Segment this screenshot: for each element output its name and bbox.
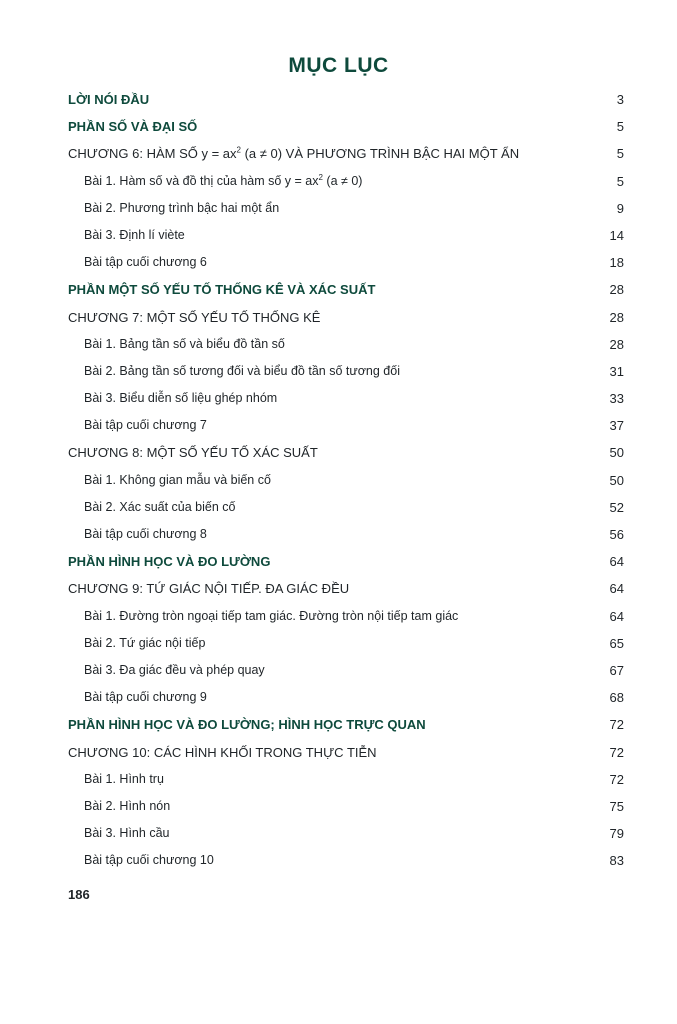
- toc-entry-page: 9: [616, 200, 624, 216]
- toc-entry-page: 50: [609, 445, 624, 461]
- toc-entry-page: 67: [609, 662, 624, 678]
- toc-part-entry[interactable]: [68, 548, 624, 575]
- toc-entry-page: 3: [616, 92, 624, 107]
- toc-entry-page: 5: [616, 119, 624, 135]
- toc-entry-label: CHƯƠNG 6: HÀM SỐ $y = ax^2$ (a ≠ 0) VÀ PHƯƠNG TRÌNH BẬC HAI MỘT ẨN: [68, 146, 520, 162]
- toc-lesson-entry[interactable]: [68, 847, 624, 874]
- toc-entry-page: 83: [609, 853, 624, 869]
- toc-entry-label: Bài tập cuối chương 7: [84, 418, 207, 433]
- toc-entry-label: Bài 1. Bảng tần số và biểu đồ tần số: [84, 336, 285, 351]
- toc-entry-label: Bài 3. Biểu diễn số liệu ghép nhóm: [84, 391, 278, 406]
- toc-entry-label: Bài 1. Hình trụ: [84, 771, 164, 786]
- toc-entry-label: PHẦN HÌNH HỌC VÀ ĐO LƯỜNG: [68, 554, 271, 570]
- toc-entry-label: PHẦN SỐ VÀ ĐẠI SỐ: [68, 119, 198, 135]
- toc-entry-page: 28: [609, 282, 624, 298]
- toc-entry-label: Bài tập cuối chương 6: [84, 255, 207, 270]
- toc-lesson-entry[interactable]: [68, 793, 624, 820]
- toc-entry-page: 50: [609, 472, 624, 488]
- toc-lesson-entry[interactable]: [68, 494, 624, 521]
- toc-entry-page: 72: [609, 717, 624, 733]
- toc-entry-page: 33: [609, 391, 624, 407]
- toc-lesson-entry[interactable]: [68, 222, 624, 249]
- toc-entry-label: Bài 3. Hình cầu: [84, 826, 170, 841]
- toc-entry-label: Bài tập cuối chương 10: [84, 853, 214, 868]
- toc-entry-label: CHƯƠNG 10: CÁC HÌNH KHỐI TRONG THỰC TIỄN: [68, 744, 377, 760]
- toc-entry-page: 5: [616, 173, 624, 189]
- toc-entry-page: 79: [609, 826, 624, 842]
- toc-part-entry[interactable]: [68, 113, 624, 140]
- toc-entry-label: CHƯƠNG 8: MỘT SỐ YẾU TỐ XÁC SUẤT: [68, 445, 318, 461]
- toc-lesson-entry[interactable]: [68, 331, 624, 358]
- toc-chapter-entry[interactable]: [68, 304, 624, 331]
- toc-part-entry[interactable]: [68, 276, 624, 303]
- toc-entry-page: 28: [609, 309, 624, 325]
- toc-entry-label: CHƯƠNG 7: MỘT SỐ YẾU TỐ THỐNG KÊ: [68, 309, 321, 325]
- toc-chapter-entry[interactable]: [68, 439, 624, 466]
- toc-entry-label: Bài 2. Phương trình bậc hai một ẩn: [84, 200, 280, 215]
- toc-entry-page: 72: [609, 771, 624, 787]
- table-of-contents: [68, 86, 624, 874]
- toc-entry-page: 31: [609, 363, 624, 379]
- toc-lesson-entry[interactable]: [68, 820, 624, 847]
- toc-chapter-entry[interactable]: [68, 739, 624, 766]
- toc-lesson-entry[interactable]: [68, 249, 624, 276]
- toc-lesson-entry[interactable]: [68, 766, 624, 793]
- toc-lesson-entry[interactable]: [68, 168, 624, 195]
- toc-lesson-entry[interactable]: [68, 195, 624, 222]
- toc-entry-label: Bài 1. Đường tròn ngoại tiếp tam giác. Đường tròn nội tiếp tam giác: [84, 608, 459, 623]
- toc-entry-label: Bài 1. Không gian mẫu và biến cố: [84, 472, 271, 487]
- toc-entry-label: Bài 2. Hình nón: [84, 798, 171, 813]
- toc-entry-page: 37: [609, 418, 624, 434]
- toc-lesson-entry[interactable]: [68, 358, 624, 385]
- toc-entry-label: Bài 1. Hàm số và đồ thị của hàm số $y = ax^2$ (a ≠ 0): [84, 172, 363, 188]
- toc-lesson-entry[interactable]: [68, 385, 624, 412]
- toc-entry-page: 64: [609, 608, 624, 624]
- toc-lesson-entry[interactable]: [68, 657, 624, 684]
- toc-entry-page: 28: [609, 336, 624, 352]
- toc-entry-page: 56: [609, 527, 624, 542]
- toc-entry-page: 14: [609, 227, 624, 243]
- toc-chapter-entry[interactable]: [68, 140, 624, 167]
- toc-entry-page: 18: [609, 255, 624, 271]
- toc-entry-page: 52: [609, 499, 624, 515]
- toc-entry-page: 5: [616, 146, 624, 162]
- toc-entry-label: Bài 2. Bảng tần số tương đối và biểu đồ tần số tương đối: [84, 363, 400, 378]
- toc-entry-label: Bài tập cuối chương 8: [84, 527, 207, 541]
- toc-entry-label: Bài 3. Định lí viète: [84, 227, 185, 242]
- toc-entry-page: 75: [609, 798, 624, 814]
- toc-entry-label: Bài 3. Đa giác đều và phép quay: [84, 662, 265, 677]
- toc-entry-label: CHƯƠNG 9: TỨ GIÁC NỘI TIẾP. ĐA GIÁC ĐỀU: [68, 581, 350, 597]
- page-number: 186: [68, 887, 90, 902]
- toc-entry-label: Bài tập cuối chương 9: [84, 690, 207, 705]
- toc-entry-page: 64: [609, 554, 624, 570]
- page-title: MỤC LỤC: [288, 54, 389, 77]
- toc-entry-label: Bài 2. Xác suất của biến cố: [84, 499, 236, 514]
- toc-lesson-entry[interactable]: [68, 521, 624, 548]
- toc-entry-label: Bài 2. Tứ giác nội tiếp: [84, 635, 206, 650]
- toc-lesson-entry[interactable]: [68, 467, 624, 494]
- toc-chapter-entry[interactable]: [68, 575, 624, 602]
- toc-entry-label: PHẦN MỘT SỐ YẾU TỐ THỐNG KÊ VÀ XÁC SUẤT: [68, 282, 376, 298]
- toc-lesson-entry[interactable]: [68, 630, 624, 657]
- toc-entry-label: LỜI NÓI ĐẦU: [68, 92, 150, 107]
- toc-lesson-entry[interactable]: [68, 684, 624, 711]
- toc-entry-preface[interactable]: [68, 86, 624, 113]
- toc-entry-page: 65: [609, 635, 624, 651]
- toc-entry-label: PHẦN HÌNH HỌC VÀ ĐO LƯỜNG; HÌNH HỌC TRỰC QUAN: [68, 717, 426, 733]
- toc-part-entry[interactable]: [68, 711, 624, 738]
- toc-entry-page: 68: [609, 690, 624, 706]
- toc-lesson-entry[interactable]: [68, 603, 624, 630]
- toc-lesson-entry[interactable]: [68, 412, 624, 439]
- toc-entry-page: 64: [609, 581, 624, 597]
- toc-entry-page: 72: [609, 744, 624, 760]
